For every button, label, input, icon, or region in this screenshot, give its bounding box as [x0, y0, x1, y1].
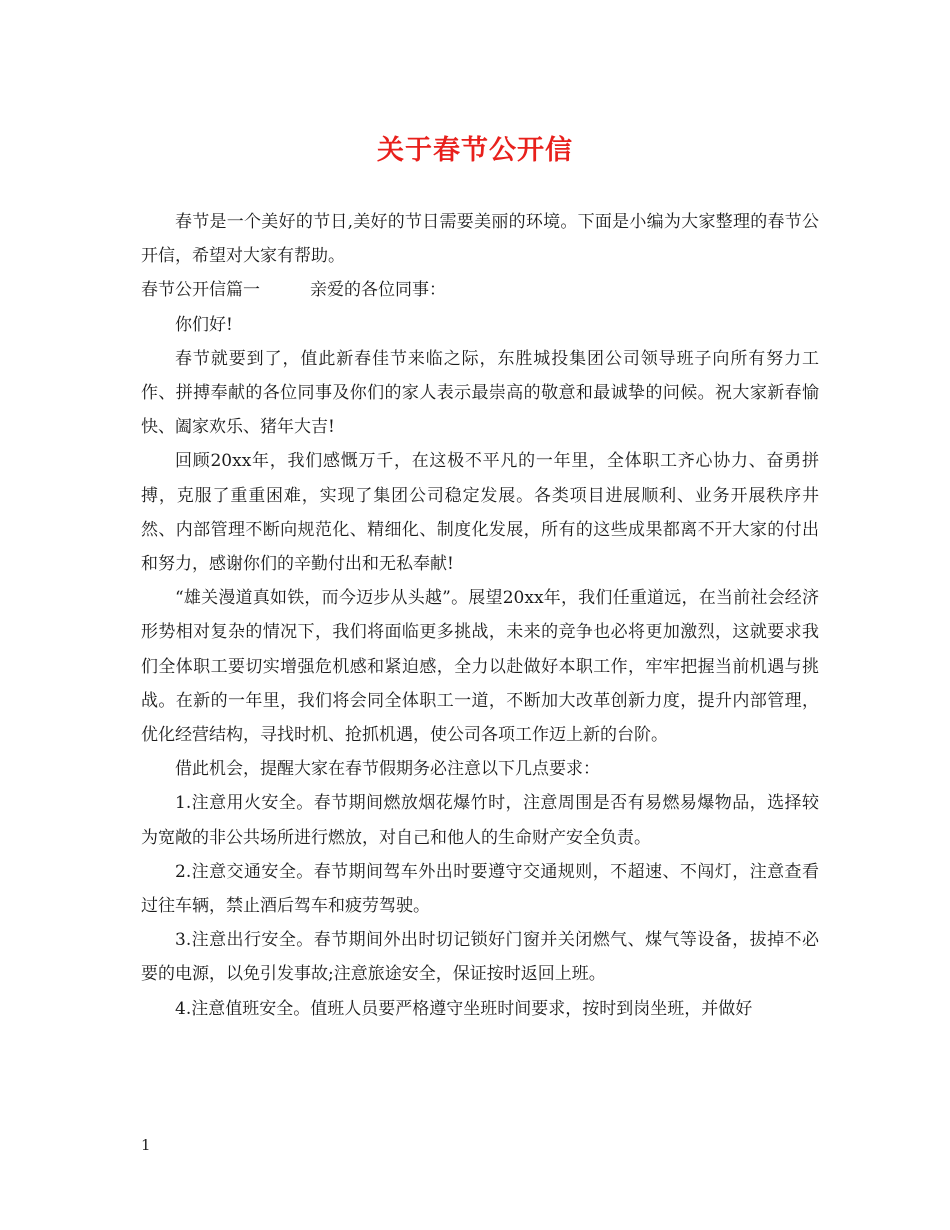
list-item-4: 4.注意值班安全。值班人员要严格遵守坐班时间要求，按时到岗坐班，并做好 — [175, 998, 753, 1019]
list-item-1: 1.注意用火安全。春节期间燃放烟花爆竹时，注意周围是否有易燃易爆物品，选择较为宽敞的非公共场所进行燃放，对自己和他人的生命财产安全负责。 — [141, 793, 819, 848]
list-item-3: 3.注意出行安全。春节期间外出时切记锁好门窗并关闭燃气、煤气等设备，拔掉不必要的电源，以免引发事故;注意旅途安全，保证按时返回上班。 — [141, 930, 819, 985]
paragraph-1: 春节就要到了，值此新春佳节来临之际，东胜城投集团公司领导班子向所有努力工作、拼搏奉献的各位同事及你们的家人表示最崇高的敬意和最诚挚的问候。祝大家新春愉快、阖家欢乐、猪年大吉! — [141, 348, 819, 438]
document-body — [141, 205, 819, 1026]
section-label: 春节公开信篇一 — [141, 280, 260, 301]
paragraph-2: 回顾20xx年，我们感慨万千，在这极不平凡的一年里，全体职工齐心协力、奋勇拼搏，克服了重重困难，实现了集团公司稳定发展。各类项目进展顺利、业务开展秩序井然、内部管理不断向规范化、精细化、制度化发展，所有的这些成果都离不开大家的付出和努力，感谢你们的辛勤付出和无私奉献! — [141, 451, 819, 575]
document-title: 关于春节公开信 — [377, 135, 573, 166]
list-item-2: 2.注意交通安全。春节期间驾车外出时要遵守交通规则，不超速、不闯灯，注意查看过往车辆，禁止酒后驾车和疲劳驾驶。 — [141, 861, 819, 917]
salutation: 亲爱的各位同事： — [310, 280, 446, 301]
intro-paragraph: 春节是一个美好的节日,美好的节日需要美丽的环境。下面是小编为大家整理的春节公开信，希望对大家有帮助。 — [141, 212, 819, 267]
spacer — [260, 273, 310, 307]
page-number: 1 — [141, 1136, 151, 1154]
paragraph-4: 借此机会，提醒大家在春节假期务必注意以下几点要求： — [175, 759, 600, 780]
paragraph-3: “雄关漫道真如铁，而今迈步从头越”。展望20xx年，我们任重道远，在当前社会经济形势相对复杂的情况下，我们将面临更多挑战，未来的竞争也必将更加激烈，这就要求我们全体职工要切实增强危机感和紧迫感，全力以赴做好本职工作，牢牢把握当前机遇与挑战。在新的一年里，我们将会同全体职工一道，不断加大改革创新力度，提升内部管理，优化经营结构，寻找时机、抢抓机遇，使公司各项工作迈上新的台阶。 — [141, 588, 819, 746]
greeting-paragraph: 你们好! — [175, 314, 233, 335]
section-heading-row — [141, 273, 819, 307]
